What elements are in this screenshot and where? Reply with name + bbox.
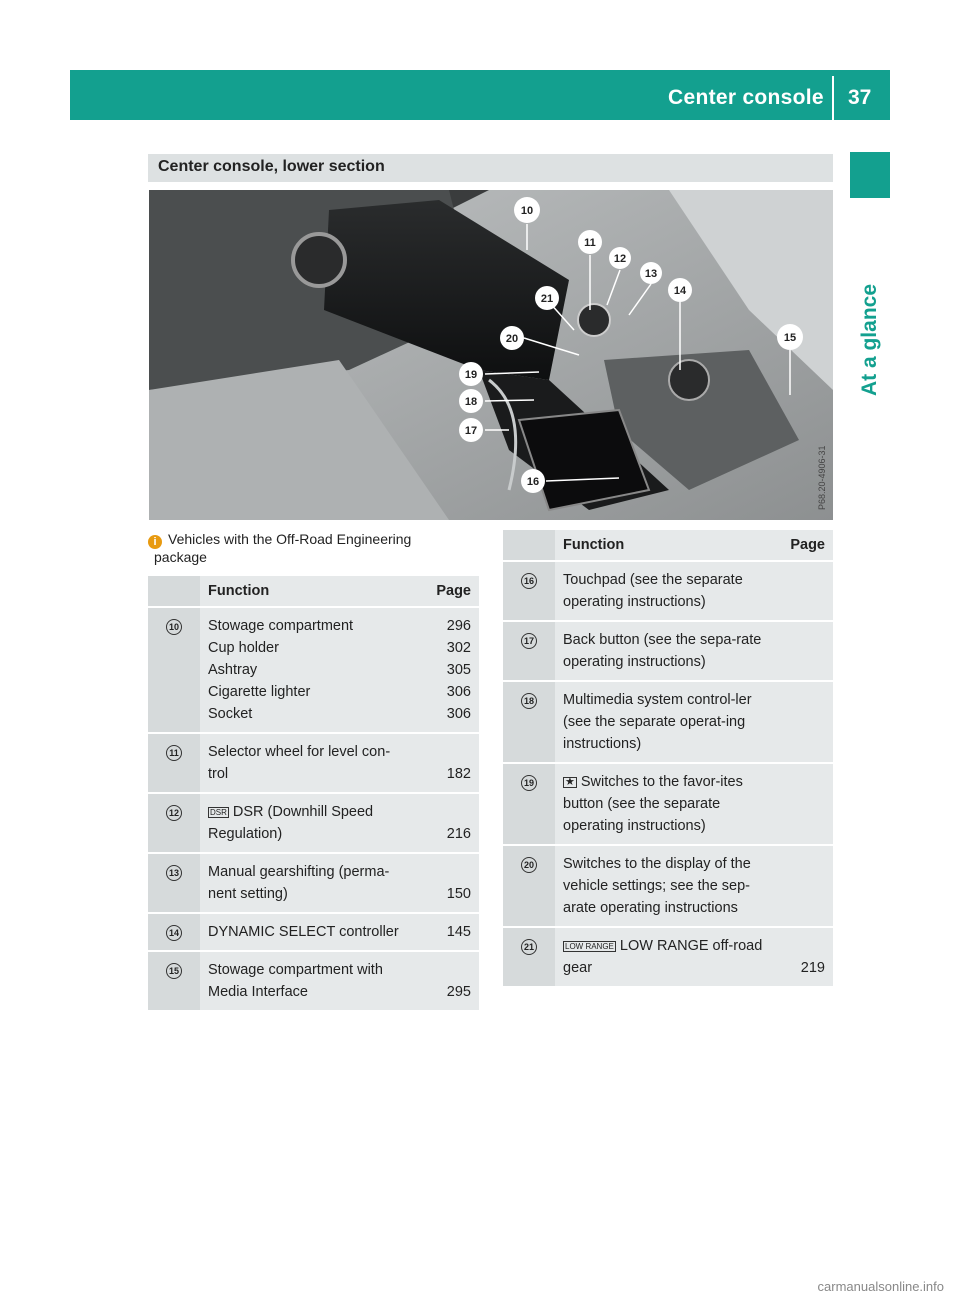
side-tab-marker: [850, 152, 890, 198]
table-row: [148, 853, 479, 913]
item-number: 21: [521, 939, 537, 955]
page-ref: [771, 763, 833, 845]
function-text: DYNAMIC SELECT controller: [200, 913, 417, 951]
item-number: 15: [166, 963, 182, 979]
section-heading: Center console, lower section: [158, 158, 385, 175]
table-row: [503, 621, 833, 681]
page-number: 37: [848, 86, 872, 109]
table-row: [503, 561, 833, 621]
function-text: Stowage compartment with Media Interface: [200, 951, 417, 1011]
function-text: Back button (see the sepa-rate operating instructions): [555, 621, 771, 681]
page-ref: 182: [417, 733, 479, 793]
callout-15: 15: [783, 332, 797, 344]
callout-17: 17: [464, 425, 478, 437]
table-row: [503, 763, 833, 845]
header-title: Center console: [668, 86, 824, 109]
callout-11: 11: [584, 237, 596, 249]
function-text: DSR (Downhill Speed Regulation): [208, 804, 374, 842]
section-heading-bar: [148, 154, 833, 182]
dsr-icon: DSR: [210, 808, 227, 817]
table-row: [148, 607, 479, 733]
col-function: Function: [555, 530, 771, 561]
function-text: Selector wheel for level con-trol: [200, 733, 417, 793]
table-header-row: [148, 576, 479, 607]
low-range-icon: LOW RANGE: [565, 942, 614, 951]
note-line-2: package: [154, 549, 207, 565]
function-text: Manual gearshifting (perma-nent setting): [200, 853, 417, 913]
col-function: Function: [200, 576, 417, 607]
col-page: Page: [771, 530, 833, 561]
console-illustration: [149, 190, 833, 520]
item-number: 10: [166, 619, 182, 635]
item-number: 12: [166, 805, 182, 821]
page-ref: 306: [446, 684, 471, 700]
function-text: Ashtray: [208, 662, 258, 678]
table-row: [148, 951, 479, 1011]
photo-code: P68.20-4906-31: [817, 445, 827, 510]
callout-12: 12: [613, 253, 627, 265]
item-number: 13: [166, 865, 182, 881]
item-number: 16: [521, 573, 537, 589]
callout-10: 10: [520, 205, 534, 217]
table-row: [148, 793, 479, 853]
center-console-photo: [149, 190, 833, 520]
function-text: Cup holder: [208, 640, 279, 656]
info-note: [148, 531, 468, 566]
header-divider: [832, 76, 834, 120]
item-number: 18: [521, 693, 537, 709]
callout-14: 14: [673, 285, 687, 297]
page-ref: 296: [446, 618, 471, 634]
table-row: [503, 927, 833, 987]
table-row: [503, 681, 833, 763]
table-row: [503, 845, 833, 927]
function-table-right: [503, 530, 833, 988]
item-number: 14: [166, 925, 182, 941]
page-ref: 302: [446, 640, 471, 656]
item-number: 17: [521, 633, 537, 649]
function-text: Cigarette lighter: [208, 684, 311, 700]
item-number: 11: [166, 745, 182, 761]
page-ref: [771, 561, 833, 621]
site-watermark: carmanualsonline.info: [817, 1279, 944, 1294]
col-page: Page: [417, 576, 479, 607]
callout-13: 13: [644, 268, 658, 280]
note-line-1: Vehicles with the Off-Road Engineering: [168, 531, 412, 547]
table-header-row: [503, 530, 833, 561]
callout-18: 18: [464, 396, 478, 408]
page-ref: [771, 681, 833, 763]
table-row: [148, 913, 479, 951]
page-ref: 305: [446, 662, 471, 678]
function-text: Stowage compartment: [208, 618, 354, 634]
function-table-left: [148, 576, 479, 1012]
function-text: Socket: [208, 706, 253, 722]
function-text: Multimedia system control-ler (see the separate operat-ing instructions): [555, 681, 771, 763]
callout-19: 19: [464, 369, 478, 381]
item-number: 20: [521, 857, 537, 873]
info-icon: i: [148, 535, 162, 549]
page-ref: 150: [417, 853, 479, 913]
favorite-star-icon: ★: [565, 776, 575, 788]
callout-21: 21: [540, 293, 554, 305]
callout-16: 16: [526, 476, 540, 488]
function-text: Switches to the display of the vehicle settings; see the sep-arate operating instructions: [555, 845, 771, 927]
function-text: LOW RANGE off-road gear: [563, 938, 763, 976]
page-ref: 145: [417, 913, 479, 951]
table-row: [148, 733, 479, 793]
page-ref: 219: [771, 927, 833, 987]
page-ref: [771, 621, 833, 681]
item-number: 19: [521, 775, 537, 791]
callout-20: 20: [505, 333, 519, 345]
side-section-label: At a glance: [858, 283, 881, 397]
page-ref: 216: [417, 793, 479, 853]
page-ref: [771, 845, 833, 927]
page-ref: 306: [446, 706, 471, 722]
function-text: Switches to the favor-ites button (see the separate operating instructions): [563, 774, 743, 834]
function-text: Touchpad (see the separate operating instructions): [555, 561, 771, 621]
page-ref: 295: [417, 951, 479, 1011]
